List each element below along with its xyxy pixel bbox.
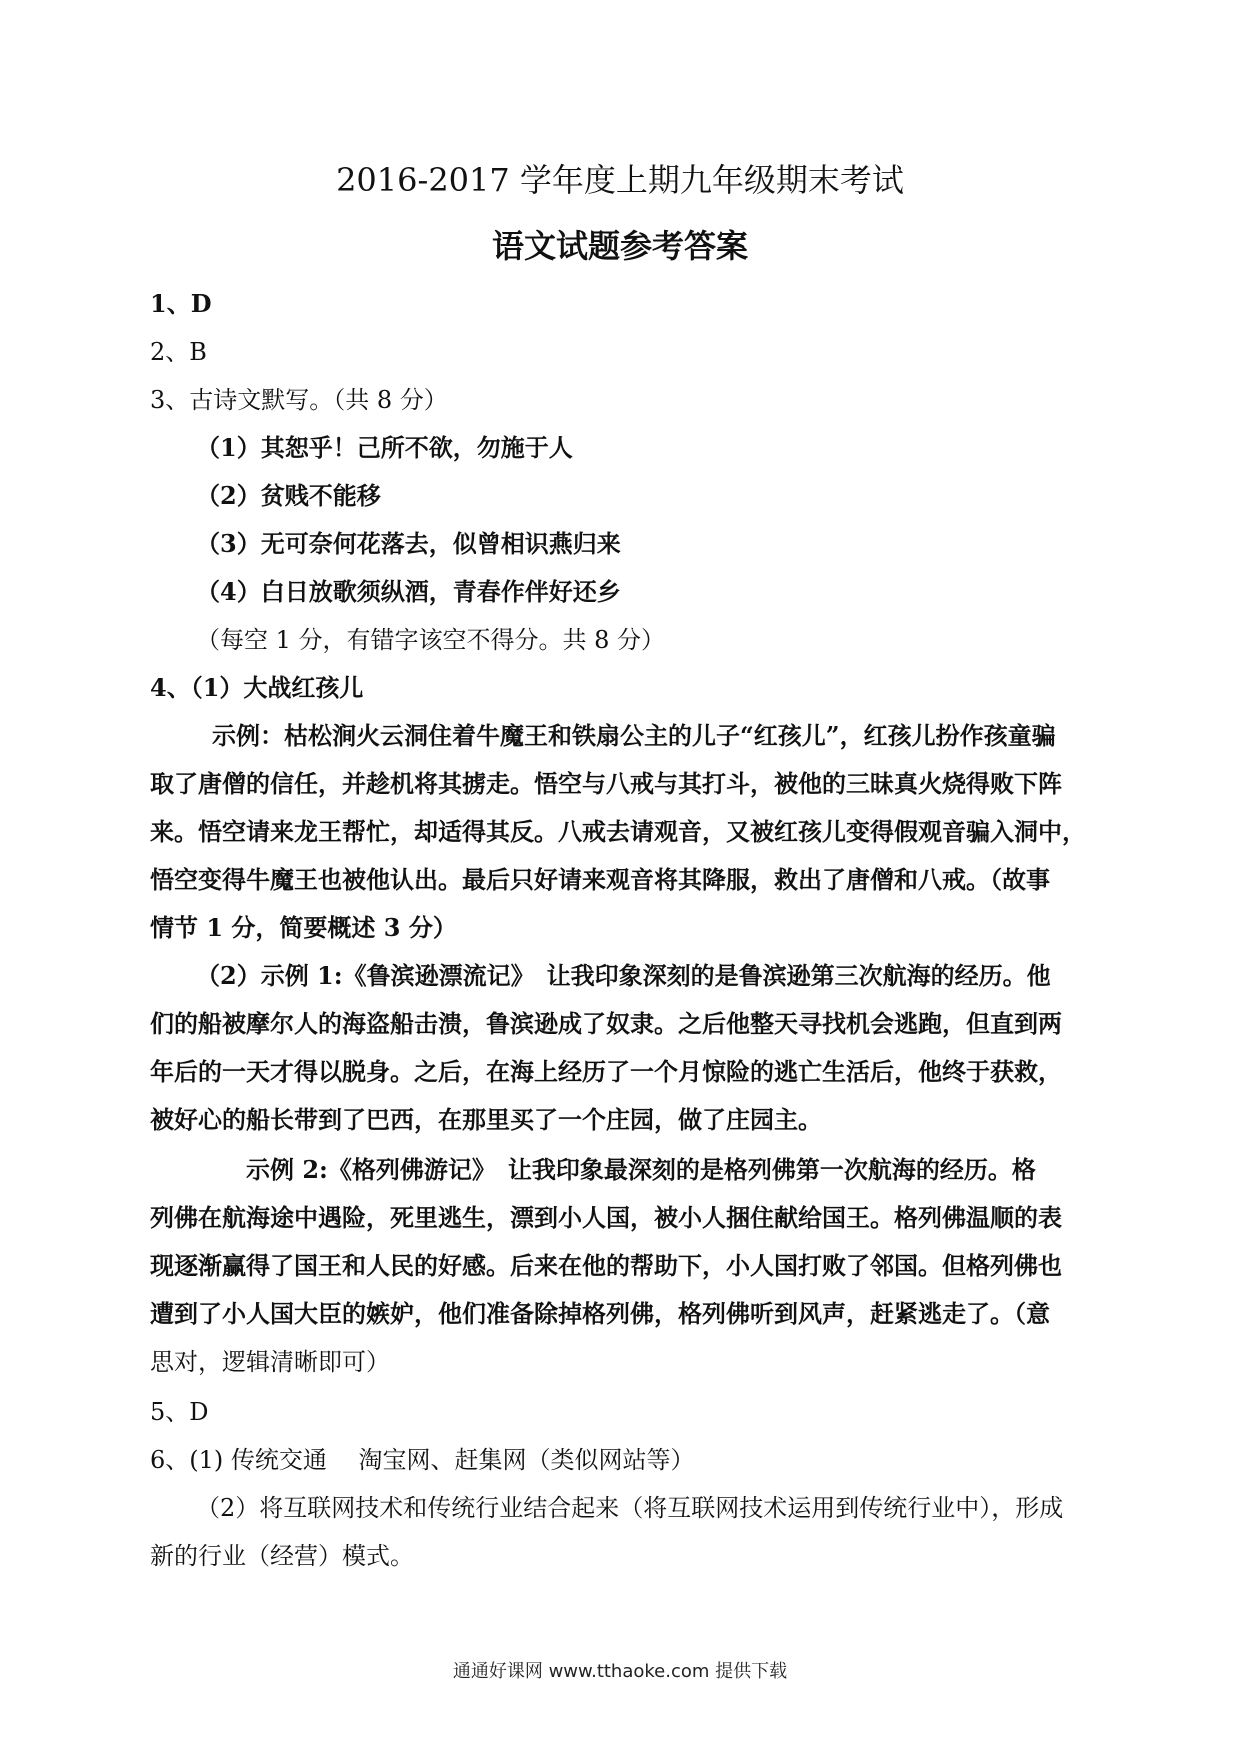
document-title: 2016-2017 学年度上期九年级期末考试 bbox=[336, 161, 904, 199]
document-subtitle: 语文试题参考答案 bbox=[491, 227, 748, 265]
answer-4-2-line-3: 年后的一天才得以脱身。之后，在海上经历了一个月惊险的逃亡生活后，他终于获救， bbox=[150, 1057, 1062, 1086]
answer-4-3-line-4: 遭到了小人国大臣的嫉妒，他们准备除掉格列佛，格列佛听到风声，赶紧逃走了。（意 bbox=[150, 1299, 1050, 1328]
answer-4-2-line-1: （2）示例 1:《鲁滨逊漂流记》 让我印象深刻的是鲁滨逊第三次航海的经历。他 bbox=[196, 961, 1051, 990]
page-footer: 通通好课网 www.tthaoke.com 提供下载 bbox=[452, 1661, 788, 1682]
answer-3-item-4: （4）白日放歌须纵酒，青春作伴好还乡 bbox=[196, 577, 621, 606]
answer-2: 2、B bbox=[150, 338, 207, 366]
answer-3-note: （每空 1 分，有错字该空不得分。共 8 分） bbox=[196, 626, 666, 654]
answer-4-3-line-2: 列佛在航海途中遇险，死里逃生，漂到小人国，被小人捆住献给国王。格列佛温顺的表 bbox=[150, 1203, 1062, 1232]
answer-3-item-1: （1）其恕乎！己所不欲，勿施于人 bbox=[196, 433, 573, 462]
answer-4-2-line-2: 们的船被摩尔人的海盗船击溃，鲁滨逊成了奴隶。之后他整天寻找机会逃跑，但直到两 bbox=[150, 1009, 1062, 1038]
answer-3-item-3: （3）无可奈何花落去，似曾相识燕归来 bbox=[196, 529, 621, 558]
answer-6-2-line-2: 新的行业（经营）模式。 bbox=[150, 1542, 414, 1570]
answer-6-1: 6、(1) 传统交通 淘宝网、赶集网（类似网站等） bbox=[150, 1446, 695, 1474]
answer-4-1-line-5: 情节 1 分，简要概述 3 分） bbox=[150, 913, 457, 942]
answer-4-1-line-2: 取了唐僧的信任，并趁机将其掳走。悟空与八戒与其打斗，被他的三昧真火烧得败下阵 bbox=[150, 769, 1062, 798]
answer-4-3-line-1: 示例 2:《格列佛游记》 让我印象最深刻的是格列佛第一次航海的经历。格 bbox=[246, 1155, 1036, 1184]
answer-1: 1、D bbox=[150, 289, 212, 318]
answer-4-1-line-1: 示例：枯松涧火云洞住着牛魔王和铁扇公主的儿子“红孩儿”，红孩儿扮作孩童骗 bbox=[212, 721, 1056, 750]
answer-3-item-2: （2）贫贱不能移 bbox=[196, 481, 381, 510]
answer-4-1-line-4: 悟空变得牛魔王也被他认出。最后只好请来观音将其降服，救出了唐僧和八戒。（故事 bbox=[150, 865, 1050, 894]
answer-6-2-line-1: （2）将互联网技术和传统行业结合起来（将互联网技术运用到传统行业中），形成 bbox=[196, 1494, 1064, 1522]
answer-5: 5、D bbox=[150, 1398, 209, 1426]
answer-4-1-line-3: 来。悟空请来龙王帮忙，却适得其反。八戒去请观音，又被红孩儿变得假观音骗入洞中， bbox=[150, 817, 1086, 846]
answer-3-heading: 3、古诗文默写。（共 8 分） bbox=[150, 386, 448, 414]
answer-4-heading: 4、（1）大战红孩儿 bbox=[150, 673, 364, 702]
answer-4-3-line-3: 现逐渐赢得了国王和人民的好感。后来在他的帮助下，小人国打败了邻国。但格列佛也 bbox=[150, 1251, 1062, 1280]
answer-4-2-line-4: 被好心的船长带到了巴西，在那里买了一个庄园，做了庄园主。 bbox=[150, 1105, 822, 1134]
answer-4-3-line-5: 思对，逻辑清晰即可） bbox=[150, 1348, 390, 1376]
